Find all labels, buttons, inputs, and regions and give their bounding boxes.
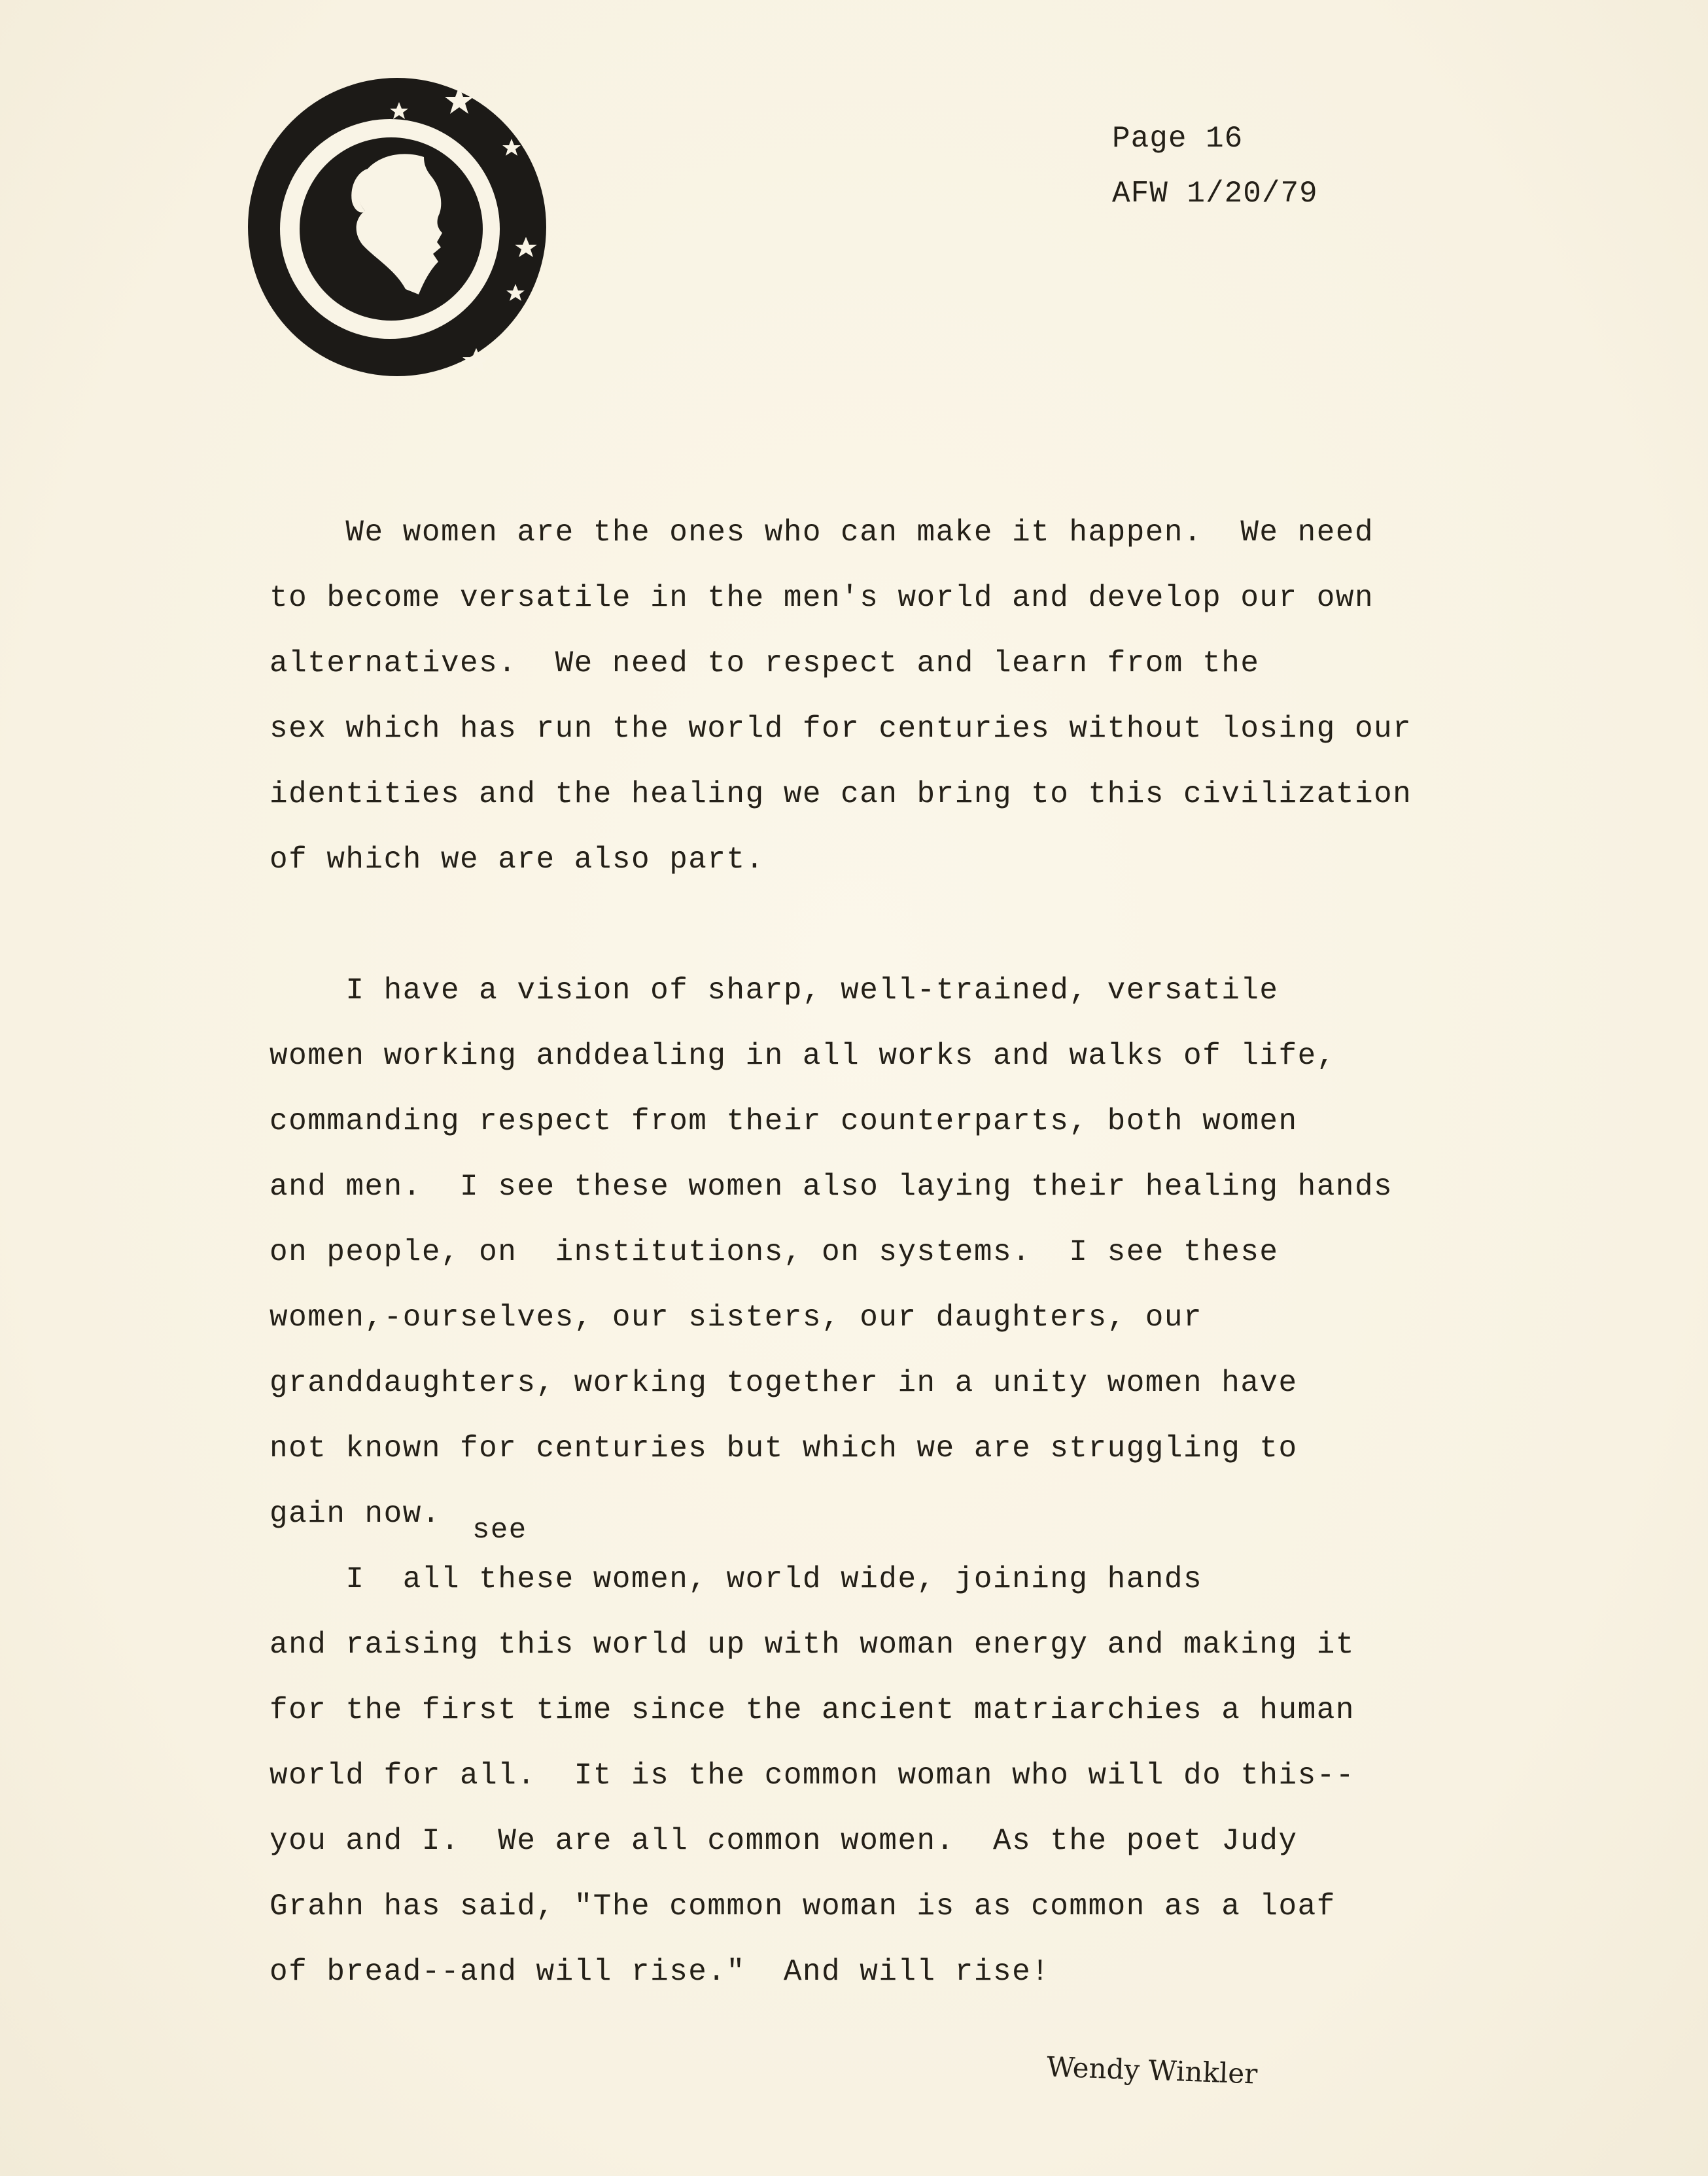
page-number: Page 16 [1112, 122, 1244, 156]
text-line: to become versatile in the men's world and develop our own [270, 581, 1374, 615]
author-signature: Wendy Winkler [1046, 2050, 1259, 2090]
text-line: sex which has run the world for centuries without losing our [270, 712, 1412, 746]
handwritten-insertion: see [472, 1514, 527, 1547]
woman-profile-crescent-moon-stars-icon [243, 73, 551, 381]
text-line: We women are the ones who can make it happen. We need [270, 516, 1374, 550]
paragraph-2 [270, 958, 1499, 1547]
text-line: not known for centuries but which we are struggling to [270, 1431, 1298, 1465]
body-text [270, 500, 1499, 2005]
text-line: identities and the healing we can bring to this civilization [270, 777, 1412, 811]
text-line: women,-ourselves, our sisters, our daughters, our [270, 1301, 1203, 1335]
text-line: gain now. [270, 1497, 441, 1531]
text-line: I all these women, world wide, joining hands [270, 1562, 1203, 1596]
text-line: commanding respect from their counterparts, both women [270, 1104, 1298, 1138]
page-header [1112, 111, 1318, 221]
text-line: Grahn has said, "The common woman is as common as a loaf [270, 1889, 1336, 1923]
text-line: I have a vision of sharp, well-trained, versatile [270, 974, 1279, 1008]
text-line: granddaughters, working together in a unity women have [270, 1366, 1298, 1400]
text-line: women working anddealing in all works and walks of life, [270, 1039, 1336, 1073]
text-line: of bread--and will rise." And will rise! [270, 1955, 1051, 1989]
text-line: and raising this world up with woman energy and making it [270, 1628, 1355, 1662]
text-line: world for all. It is the common woman who will do this-- [270, 1759, 1355, 1793]
text-line: for the first time since the ancient matriarchies a human [270, 1693, 1355, 1727]
text-line: you and I. We are all common women. As the poet Judy [270, 1824, 1298, 1858]
text-line: of which we are also part. [270, 843, 765, 877]
paragraph-1 [270, 500, 1499, 892]
text-line: alternatives. We need to respect and learn from the [270, 646, 1260, 680]
text-line: on people, on institutions, on systems. I see these [270, 1235, 1279, 1269]
document-reference: AFW 1/20/79 [1112, 177, 1318, 211]
text-line: and men. I see these women also laying their healing hands [270, 1170, 1393, 1204]
